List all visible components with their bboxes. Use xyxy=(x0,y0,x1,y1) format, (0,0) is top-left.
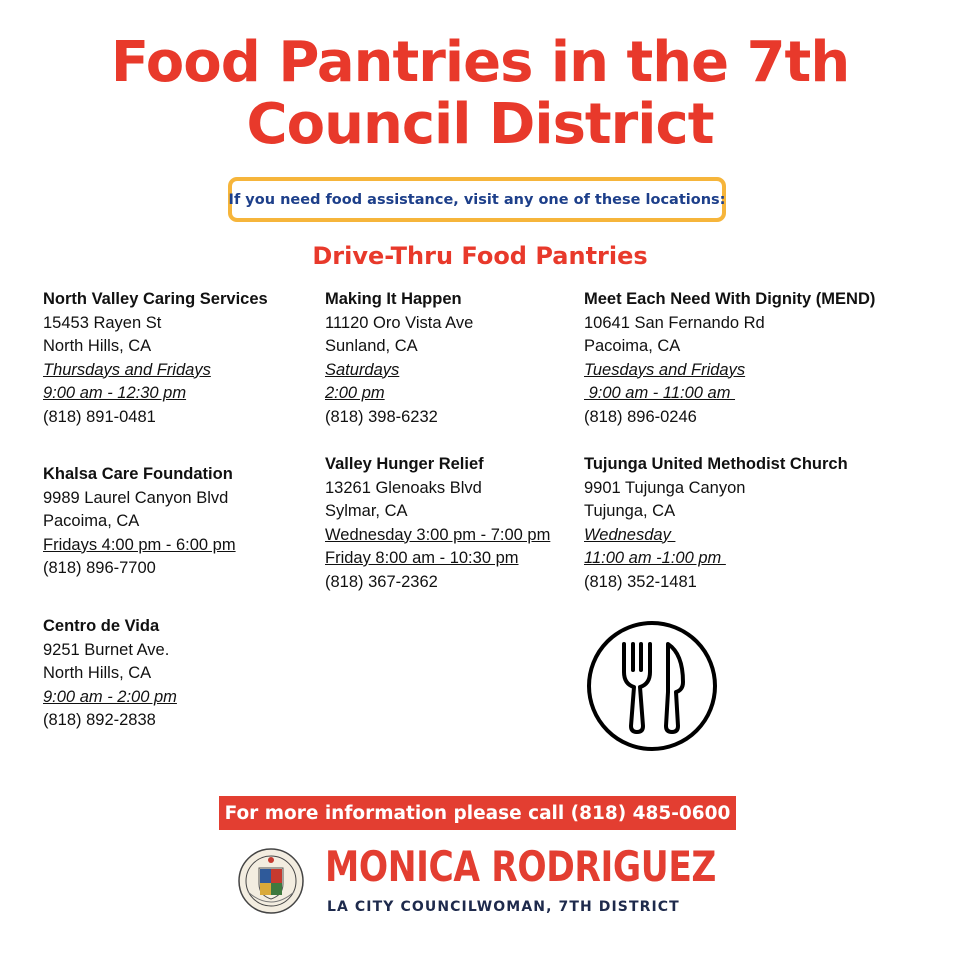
info-call-text: For more information please call (818) 485-0600 xyxy=(224,802,731,824)
location-name: Tujunga United Methodist Church xyxy=(584,455,848,473)
location-mend xyxy=(584,288,875,429)
location-phone: (818) 892-2838 xyxy=(43,711,156,729)
location-khalsa-care xyxy=(43,463,236,581)
location-street: 13261 Glenoaks Blvd xyxy=(325,478,482,497)
location-day: Thursdays and Fridays xyxy=(43,360,211,379)
section-subtitle: Drive-Thru Food Pantries xyxy=(312,242,648,270)
location-city: Pacoima, CA xyxy=(584,337,681,355)
title-line-2: Council District xyxy=(246,92,714,157)
location-street: 9989 Laurel Canyon Blvd xyxy=(43,488,229,507)
city-seal-icon xyxy=(238,848,304,914)
location-hours: 9:00 am - 2:00 pm xyxy=(43,687,177,706)
location-street: 15453 Rayen St xyxy=(43,313,162,332)
fork-knife-icon xyxy=(586,620,718,752)
location-street: 10641 San Fernando Rd xyxy=(584,313,765,332)
location-name: Making It Happen xyxy=(325,290,462,308)
location-valley-hunger-relief xyxy=(325,453,550,594)
location-phone: (818) 891-0481 xyxy=(43,407,156,426)
location-schedule: Fridays 4:00 pm - 6:00 pm xyxy=(43,535,236,554)
location-city: Pacoima, CA xyxy=(43,512,140,530)
location-name: Meet Each Need With Dignity (MEND) xyxy=(584,290,876,308)
location-phone: (818) 896-7700 xyxy=(43,559,156,577)
location-street: 9251 Burnet Ave. xyxy=(43,640,170,659)
location-name: Centro de Vida xyxy=(43,617,160,635)
location-street: 9901 Tujunga Canyon xyxy=(584,478,746,497)
location-name: Valley Hunger Relief xyxy=(325,455,484,473)
location-name: North Valley Caring Services xyxy=(43,290,268,308)
location-city: North Hills, CA xyxy=(43,337,152,355)
title-line-1: Food Pantries in the 7th xyxy=(110,30,850,95)
location-name: Khalsa Care Foundation xyxy=(43,465,233,483)
location-day: Tuesdays and Fridays xyxy=(584,360,746,379)
location-making-it-happen xyxy=(325,288,473,429)
info-call-banner xyxy=(219,796,736,830)
location-city: Sunland, CA xyxy=(325,337,418,355)
location-city: North Hills, CA xyxy=(43,664,152,682)
location-street: 11120 Oro Vista Ave xyxy=(325,313,474,332)
location-schedule-friday: Friday 8:00 am - 10:30 pm xyxy=(325,549,519,567)
location-tujunga-umc xyxy=(584,453,848,594)
page-title xyxy=(0,32,960,156)
brand-subtitle: LA CITY COUNCILWOMAN, 7TH DISTRICT xyxy=(327,899,680,915)
location-hours: 9:00 am - 11:00 am xyxy=(584,384,736,402)
location-city: Sylmar, CA xyxy=(325,502,408,520)
location-phone: (818) 896-0246 xyxy=(584,407,697,426)
location-day: Saturdays xyxy=(325,360,400,379)
notice-box xyxy=(228,177,726,222)
location-hours: 2:00 pm xyxy=(325,384,385,402)
notice-text: If you need food assistance, visit any one of these locations: xyxy=(228,191,726,208)
location-hours: 11:00 am -1:00 pm xyxy=(584,549,726,567)
location-centro-de-vida xyxy=(43,615,177,733)
location-hours: 9:00 am - 12:30 pm xyxy=(43,384,187,402)
location-phone: (818) 367-2362 xyxy=(325,572,438,591)
location-north-valley-caring xyxy=(43,288,268,429)
location-city: Tujunga, CA xyxy=(584,502,676,520)
location-schedule-wednesday: Wednesday 3:00 pm - 7:00 pm xyxy=(325,525,551,544)
location-phone: (818) 398-6232 xyxy=(325,407,438,426)
location-phone: (818) 352-1481 xyxy=(584,572,697,591)
brand-name: MONICA RODRIGUEZ xyxy=(325,842,716,891)
location-day: Wednesday xyxy=(584,525,676,544)
